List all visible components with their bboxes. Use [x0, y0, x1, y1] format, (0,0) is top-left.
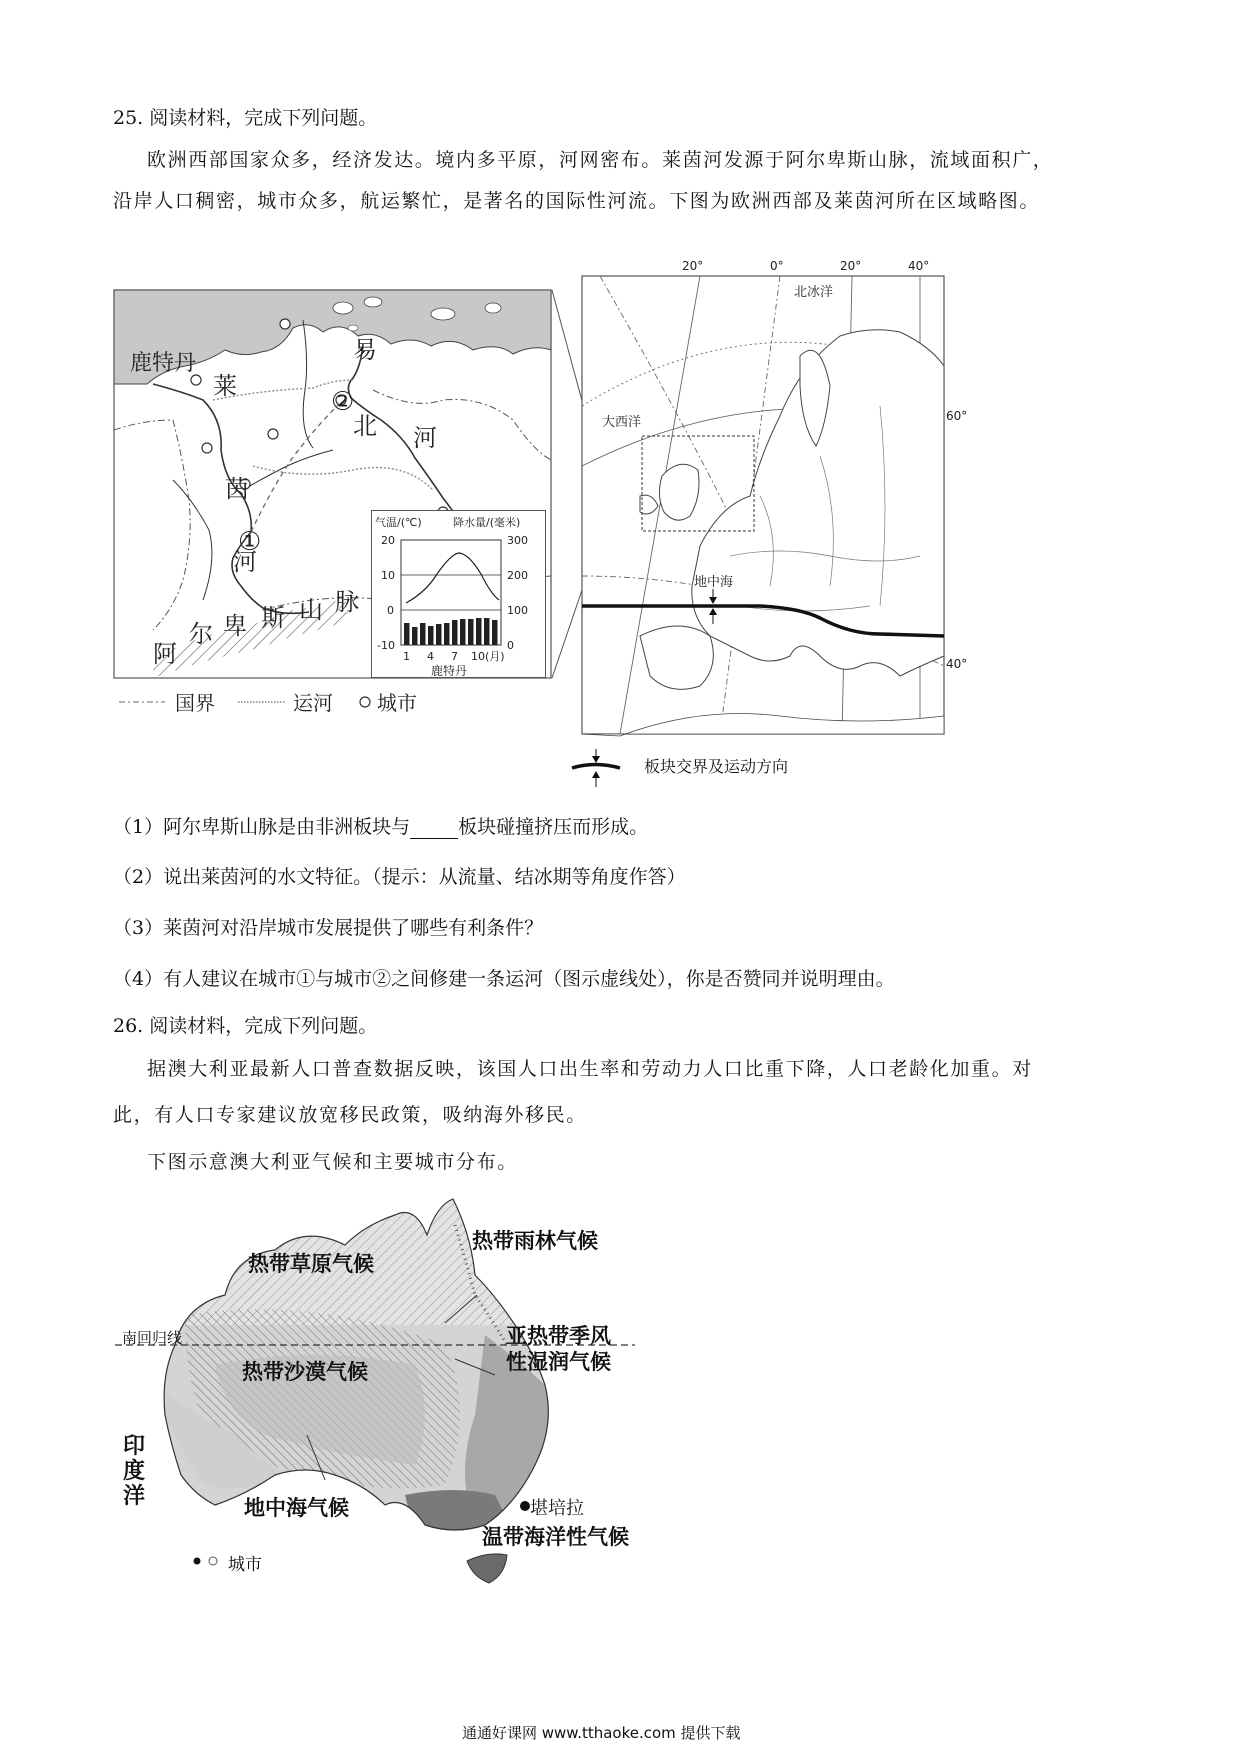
q25-sub4: （4）有人建议在城市①与城市②之间修建一条运河（图示虚线处），你是否赞同并说明理由。: [113, 968, 895, 990]
western-europe-map: [580, 256, 968, 776]
alps-label-1: 阿: [153, 640, 177, 668]
climate-left-tick: -10: [377, 639, 395, 652]
q26-para-line2: 此，有人口专家建议放宽移民政策，吸纳海外移民。: [113, 1104, 587, 1126]
q25-sub1: （1）阿尔卑斯山脉是由非洲板块与 板块碰撞挤压而形成。: [113, 816, 649, 838]
savanna-climate-label: 热带草原气候: [248, 1252, 374, 1276]
climate-x-tick: 7: [451, 650, 458, 663]
legend-border-label: 国界: [175, 691, 215, 715]
legend-canal-label: 运河: [293, 691, 333, 715]
canberra-label: 堪培拉: [530, 1498, 584, 1519]
lon-label: 0°: [770, 259, 784, 273]
lon-label: 20°: [840, 259, 862, 273]
lat-label: 40°: [946, 657, 968, 671]
climate-left-axis-title: 气温/(℃): [375, 516, 422, 529]
climate-station-label: 鹿特丹: [431, 664, 468, 678]
q25-title: 25. 阅读材料，完成下列问题。: [113, 107, 378, 129]
subtropical-climate-label-1: 亚热带季风: [506, 1324, 611, 1348]
q26-title: 26. 阅读材料，完成下列问题。: [113, 1015, 378, 1037]
climate-left-tick: 0: [387, 604, 394, 617]
rotterdam-climate-chart: [371, 510, 546, 678]
q26-para-line1: 据澳大利亚最新人口普查数据反映，该国人口出生率和劳动力人口比重下降，人口老龄化加重。对: [147, 1058, 1033, 1080]
climate-x-tick: 1: [403, 650, 410, 663]
legend-city-label: 城市: [228, 1555, 262, 1575]
q26-para2: 下图示意澳大利亚气候和主要城市分布。: [147, 1151, 518, 1173]
climate-x-tick: 4: [427, 650, 434, 663]
q25-para-line2: 沿岸人口稠密，城市众多，航运繁忙，是著名的国际性河流。下图为欧洲西部及莱茵河所在区域略图。: [113, 190, 1041, 212]
legend-city-hollow-icon: [209, 1557, 217, 1565]
arctic-ocean-label: 北冰洋: [794, 285, 834, 300]
indian-ocean-label: 印 度 洋: [123, 1434, 146, 1509]
lon-label: 20°: [682, 259, 704, 273]
elbe-label-1: 易: [353, 336, 377, 364]
subtropical-climate-label-2: 性湿润气候: [506, 1350, 611, 1374]
alps-label-4: 斯: [261, 604, 285, 632]
mediterranean-climate-label: 地中海气候: [244, 1496, 349, 1520]
climate-right-tick: 100: [507, 604, 528, 617]
rhine-label-3: 河: [233, 548, 257, 576]
city2-marker: ②: [331, 387, 355, 417]
canberra-city-dot: [520, 1501, 530, 1511]
city1-marker: ①: [238, 527, 262, 557]
atlantic-ocean-label: 大西洋: [602, 415, 642, 430]
lat-label: 60°: [946, 409, 968, 423]
city-rotterdam-label: 鹿特丹: [130, 351, 197, 376]
climate-right-tick: 0: [507, 639, 514, 652]
climate-left-tick: 10: [381, 569, 395, 582]
alps-label-6: 脉: [335, 588, 359, 616]
alps-label-5: 山: [299, 596, 323, 624]
elbe-label-2: 北: [353, 412, 377, 440]
climate-right-tick: 300: [507, 534, 528, 547]
page-footer: 通通好课网 www.tthaoke.com 提供下载: [462, 1724, 741, 1742]
climate-right-tick: 200: [507, 569, 528, 582]
tropic-of-capricorn-label: 南回归线: [122, 1329, 183, 1347]
legend-city-icon: [360, 697, 370, 707]
legend-city-filled-icon: [194, 1558, 201, 1565]
temperate-climate-label: 温带海洋性气候: [482, 1525, 629, 1549]
q25-sub2: （2）说出莱茵河的水文特征。（提示：从流量、结冰期等角度作答）: [113, 866, 686, 888]
climate-x-tick: 10(月): [471, 650, 505, 663]
desert-climate-label: 热带沙漠气候: [242, 1360, 368, 1384]
elbe-label-3: 河: [413, 424, 437, 452]
alps-label-2: 尔: [189, 620, 213, 648]
climate-right-axis-title: 降水量/(毫米): [453, 516, 521, 529]
alps-label-3: 卑: [223, 612, 247, 640]
answer-blank[interactable]: [410, 820, 458, 839]
rainforest-climate-label: 热带雨林气候: [472, 1229, 598, 1253]
q25-para-line1: 欧洲西部国家众多，经济发达。境内多平原，河网密布。莱茵河发源于阿尔卑斯山脉，流域面积广，: [147, 149, 1054, 171]
rhine-label-2: 茵: [225, 475, 249, 503]
climate-left-tick: 20: [381, 534, 395, 547]
lon-label: 40°: [908, 259, 930, 273]
mediterranean-label: 地中海: [694, 575, 734, 590]
q25-sub3: （3）莱茵河对沿岸城市发展提供了哪些有利条件？: [113, 917, 544, 939]
legend-city-label: 城市: [377, 691, 417, 715]
rhine-label-1: 莱: [213, 372, 237, 400]
plate-legend-label: 板块交界及运动方向: [644, 757, 789, 776]
